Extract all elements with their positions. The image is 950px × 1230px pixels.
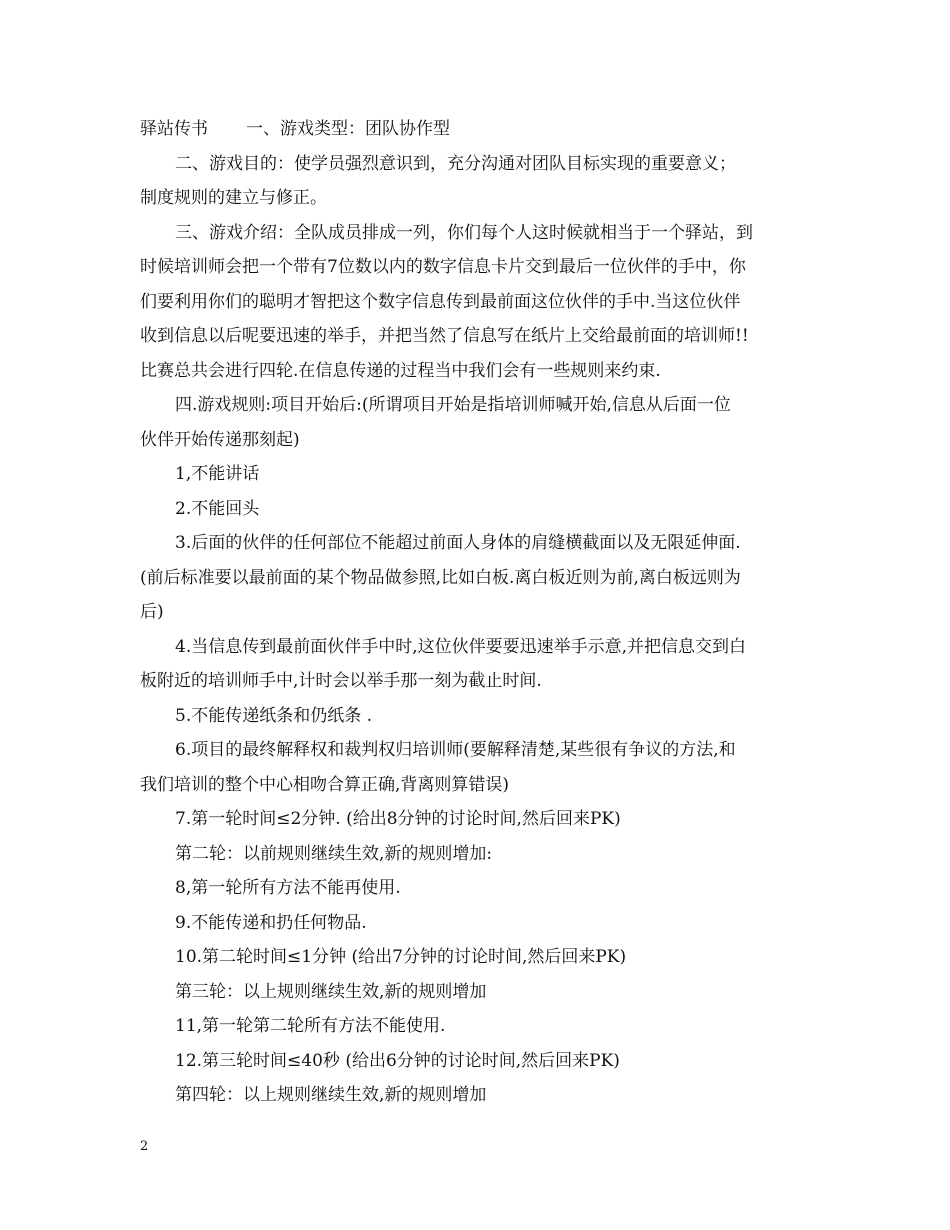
rule-item: 2.不能回头 <box>175 498 260 519</box>
paragraph-line: 四.游戏规则:项目开始后:(所谓项目开始是指培训师喊开始,信息从后面一位 <box>175 395 731 415</box>
rule-item: 1,不能讲话 <box>175 464 260 484</box>
paragraph-line: 板附近的培训师手中,计时会以举手那一刻为截止时间. <box>140 671 542 691</box>
title-line <box>140 112 815 147</box>
paragraph-line: 时候培训师会把一个带有7位数以内的数字信息卡片交到最后一位伙伴的手中，你 <box>140 257 746 277</box>
document-title: 驿站传书 <box>140 119 208 139</box>
paragraph-line: 收到信息以后呢要迅速的举手，并把当然了信息写在纸片上交给最前面的培训师!! <box>140 326 749 346</box>
paragraph-line: 们要利用你们的聪明才智把这个数字信息传到最前面这位伙伴的手中.当这位伙伴 <box>140 291 741 312</box>
rule-item: 9.不能传递和扔任何物品. <box>175 912 367 933</box>
paragraph-line: 比赛总共会进行四轮.在信息传递的过程当中我们会有一些规则来约束. <box>140 360 661 381</box>
round-heading: 第二轮：以前规则继续生效,新的规则增加: <box>175 843 493 864</box>
paragraph-line: 一、游戏类型：团队协作型 <box>246 119 450 139</box>
rule-item: 5.不能传递纸条和仍纸条 . <box>175 705 373 726</box>
paragraph-line: 三、游戏介绍：全队成员排成一列，你们每个人这时候就相当于一个驿站，到 <box>175 222 753 243</box>
round-heading: 第四轮：以上规则继续生效,新的规则增加 <box>175 1085 487 1105</box>
rule-item: 12.第三轮时间≤40秒 (给出6分钟的讨论时间,然后回来PK) <box>175 1050 620 1071</box>
paragraph-line: 后) <box>140 602 164 622</box>
paragraph-line: 制度规则的建立与修正。 <box>140 188 327 208</box>
rule-item: 10.第二轮时间≤1分钟 (给出7分钟的讨论时间,然后回来PK) <box>175 947 627 967</box>
document-body <box>140 112 815 1113</box>
rule-item: 11,第一轮第二轮所有方法不能使用. <box>175 1016 446 1036</box>
rule-item: 4.当信息传到最前面伙伴手中时,这位伙伴要要迅速举手示意,并把信息交到白 <box>175 636 747 657</box>
rule-item: 3.后面的伙伴的任何部位不能超过前面人身体的肩缝横截面以及无限延伸面. <box>175 533 741 553</box>
round-heading: 第三轮：以上规则继续生效,新的规则增加 <box>175 981 487 1002</box>
rule-item: 8,第一轮所有方法不能再使用. <box>175 878 401 898</box>
rule-item: 7.第一轮时间≤2分钟. (给出8分钟的讨论时间,然后回来PK) <box>175 809 621 829</box>
rule-item: 6.项目的最终解释权和裁判权归培训师(要解释清楚,某些很有争议的方法,和 <box>175 740 736 760</box>
page-number: 2 <box>140 1139 149 1154</box>
paragraph-line: 我们培训的整个中心相吻合算正确,背离则算错误) <box>140 774 510 795</box>
paragraph-line: (前后标准要以最前面的某个物品做参照,比如白板.离白板近则为前,离白板远则为 <box>140 567 741 588</box>
paragraph-line: 二、游戏目的：使学员强烈意识到，充分沟通对团队目标实现的重要意义； <box>175 153 736 174</box>
paragraph-line: 伙伴开始传递那刻起) <box>140 429 300 450</box>
